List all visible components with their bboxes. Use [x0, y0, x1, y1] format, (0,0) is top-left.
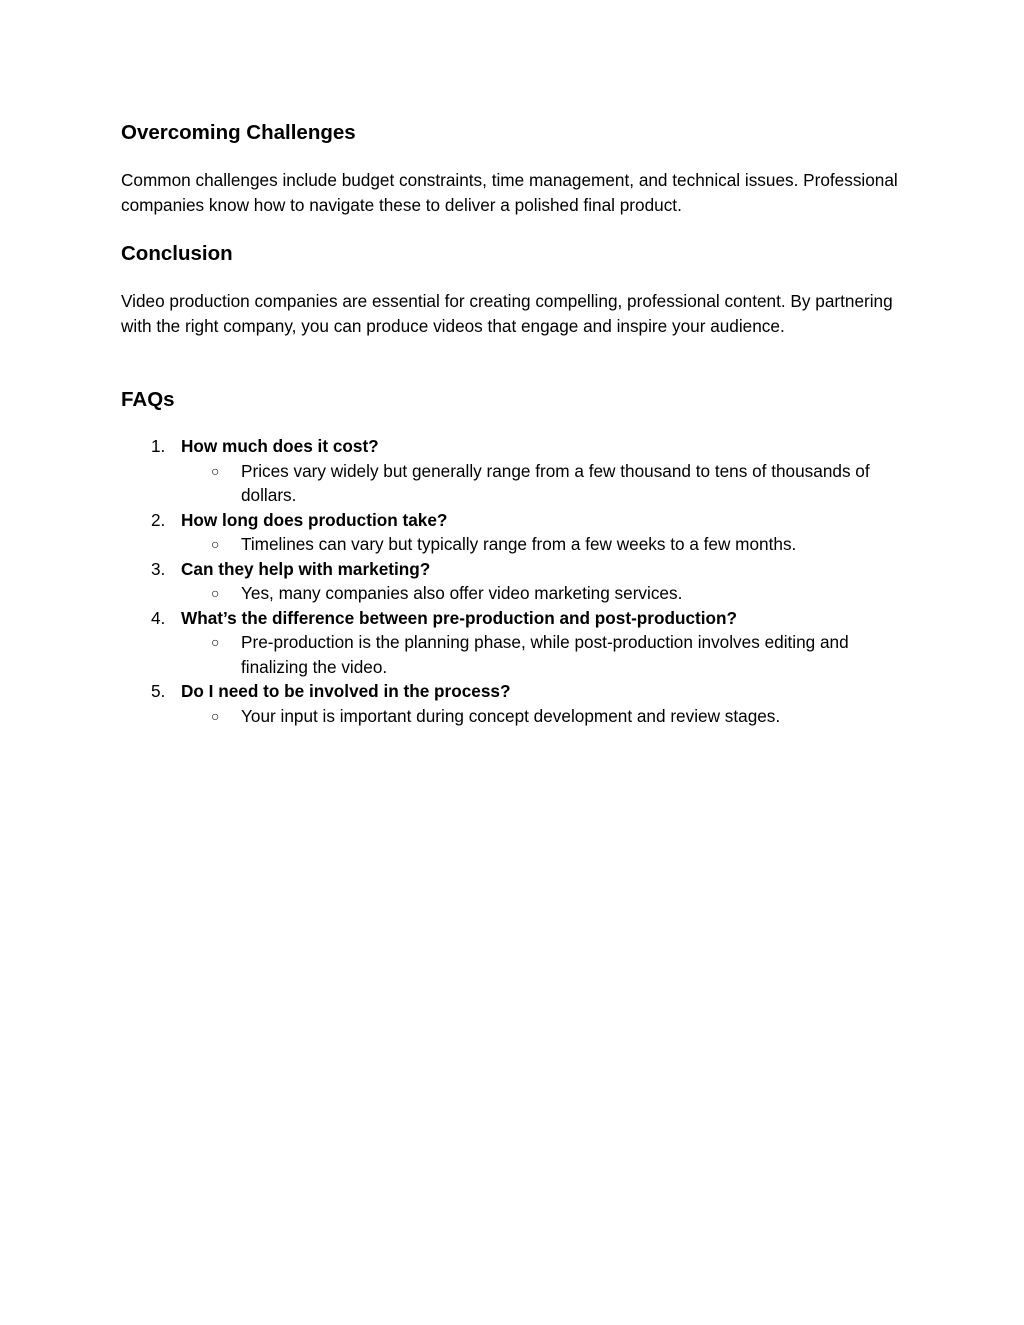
faq-item: [121, 508, 911, 557]
faq-number: 2.: [151, 509, 166, 530]
bullet-icon: ○: [211, 707, 220, 724]
faq-item: [121, 434, 911, 508]
section-heading-conclusion: Conclusion: [121, 242, 233, 265]
faq-answer-text: Your input is important during concept development and review stages.: [241, 705, 781, 726]
section-paragraph-challenges: Common challenges include budget constraints, time management, and technical issues. Professional companies know how to navigate these to deliver a polished final product.: [121, 170, 898, 215]
faq-number: 4.: [151, 607, 166, 628]
faq-number: 1.: [151, 436, 166, 456]
faq-question: Do I need to be involved in the process?: [181, 681, 511, 701]
faq-answer: [181, 532, 901, 557]
faq-answer-text: Timelines can vary but typically range from a few weeks to a few months.: [241, 534, 797, 554]
faq-answer: [181, 459, 901, 508]
faq-answer: [181, 581, 901, 606]
faq-number: 5.: [151, 681, 166, 701]
bullet-icon: ○: [211, 634, 220, 650]
faq-answer-text: Yes, many companies also offer video marketing services.: [241, 583, 683, 603]
faq-question: How much does it cost?: [181, 436, 379, 456]
faq-answer-text: Prices vary widely but generally range from a few thousand to tens of thousands of dollars.: [241, 460, 870, 505]
faq-answer-text: Pre-production is the planning phase, while post-production involves editing and finalizing the video.: [241, 632, 849, 677]
bullet-icon: ○: [211, 462, 220, 479]
faq-answer: [181, 704, 901, 729]
faq-list: [121, 434, 911, 728]
faq-question: Can they help with marketing?: [181, 558, 431, 579]
faq-item: [121, 679, 911, 728]
faq-question: How long does production take?: [181, 509, 448, 530]
bullet-icon: ○: [211, 536, 220, 552]
faq-number: 3.: [151, 558, 166, 579]
section-heading-challenges: Overcoming Challenges: [121, 121, 356, 144]
section-heading-faqs: FAQs: [121, 388, 175, 411]
faq-item: [121, 557, 911, 606]
faq-answer: [181, 630, 901, 679]
bullet-icon: ○: [211, 585, 220, 601]
section-paragraph-conclusion: Video production companies are essential for creating compelling, professional content. By partnering with the right company, you can produce videos that engage and inspire your audience.: [121, 291, 893, 336]
faq-question: What’s the difference between pre-production and post-production?: [181, 607, 738, 628]
faq-item: [121, 606, 911, 680]
